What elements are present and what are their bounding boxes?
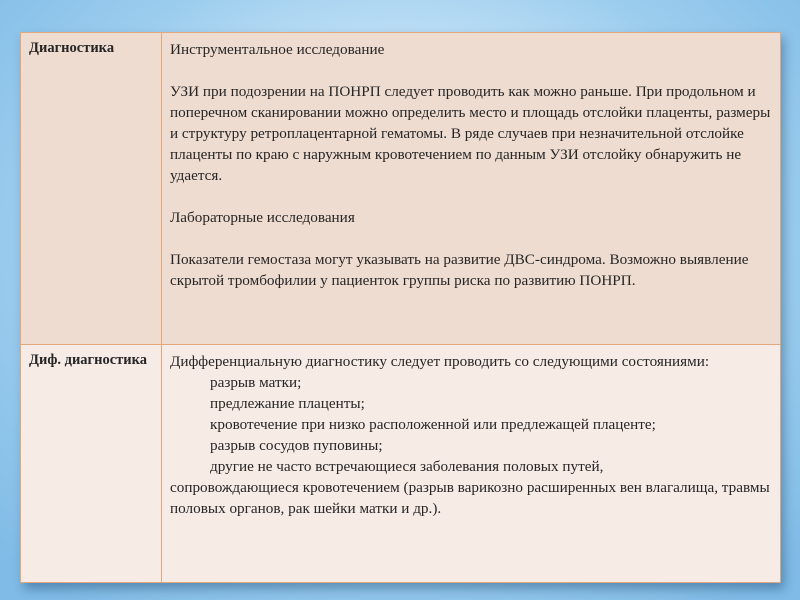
section-heading-instrumental: Инструментальное исследование bbox=[170, 41, 385, 58]
row-content-cell bbox=[162, 33, 781, 345]
row-label-differential: Диф. диагностика bbox=[29, 352, 148, 368]
section-heading-laboratory: Лабораторные исследования bbox=[170, 209, 355, 226]
list-item: другие не часто встречающиеся заболевания половых путей, bbox=[210, 458, 604, 475]
row-label-cell bbox=[21, 33, 162, 345]
list-item: предлежание плаценты; bbox=[210, 395, 365, 412]
list-item: разрыв сосудов пуповины; bbox=[210, 437, 383, 454]
ultrasound-paragraph: УЗИ при подозрении на ПОНРП следует проводить как можно раньше. При продольном и поперечном сканировании можно определить место и площадь отслойки плаценты, размеры и структуру ретроплацентарной гематомы. В ряде случаев при незначительной отслойке плаценты по краю с наружным кровотечением по данным УЗИ отслойку обнаружить не удается. bbox=[170, 83, 771, 184]
list-item: кровотечение при низко расположенной или предлежащей плаценте; bbox=[210, 416, 656, 433]
table-row-diagnostics bbox=[21, 33, 781, 345]
differential-intro: Дифференциальную диагностику следует проводить со следующими состояниями: bbox=[170, 353, 710, 370]
list-item-continuation: сопровождающиеся кровотечением (разрыв варикозно расширенных вен влагалища, травмы половых органов, рак шейки матки и др.). bbox=[170, 479, 770, 517]
table-row-differential bbox=[21, 345, 781, 583]
hemostasis-paragraph: Показатели гемостаза могут указывать на развитие ДВС-синдрома. Возможно выявление скрытой тромбофилии у пациенток группы риска по развитию ПОНРП. bbox=[170, 251, 749, 289]
content-table-container bbox=[20, 32, 780, 583]
row-label-diagnostics: Диагностика bbox=[29, 40, 115, 56]
row-label-cell bbox=[21, 345, 162, 583]
list-item: разрыв матки; bbox=[210, 374, 302, 391]
row-content-cell bbox=[162, 345, 781, 583]
diagnostics-table bbox=[20, 32, 781, 583]
